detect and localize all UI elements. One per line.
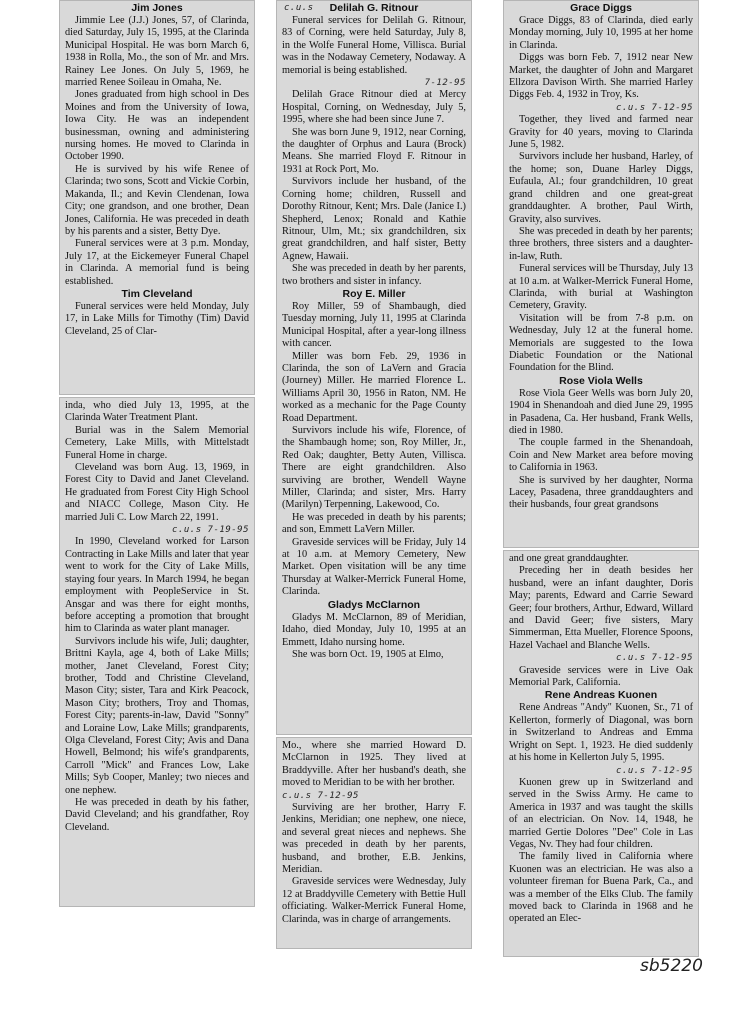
paragraph: Survivors include his wife, Juli; daughter, Brittni Kayla, age 4, both of Lake Mills; mother, Janet Cleveland, Forest City; brother, Todd and Christine Cleveland, Mason City; sister, Tara and Kirk Peacock, Mason City; brothers, Troy and Thomas, Forest City; parents-in-law, David "Sonny" and Loraine Low, Lake Mills; grandparents, Olga Cleveland, Forest City; Avis and Dana Howell, Belmond; his wife's grandparents, Carroll "Mick" and Frances Low, Lake Mills; Syb Cooper, Manley; two nieces and one nephew. — [65, 635, 249, 796]
paragraph: Gladys M. McClarnon, 89 of Meridian, Idaho, died Monday, July 10, 1995 at an Emmett, Idaho nursing home. — [282, 611, 466, 648]
paragraph: Roy Miller, 59 of Shambaugh, died Tuesday morning, July 11, 1995 at Clarinda Municipal Hospital, after a year-long illness with cancer. — [282, 300, 466, 350]
clipping-tim-cleveland-continued — [59, 397, 255, 907]
obituary-title-rene-kuonen: Rene Andreas Kuonen — [544, 689, 658, 702]
paragraph: Funeral services were held Monday, July 17, in Lake Mills for Timothy (Tim) David Cleveland, 25 of Clar- — [65, 300, 249, 337]
paragraph: He was preceded in death by his parents; and son, Emmett LaVern Miller. — [282, 511, 466, 536]
paragraph: Graveside services were in Live Oak Memorial Park, California. — [509, 664, 693, 689]
clipping-jim-jones — [59, 0, 255, 395]
clipping-grace-rose — [503, 0, 699, 548]
paragraph: She was preceded in death by her parents; three brothers, three sisters and a daughter-in-law, Ruth. — [509, 225, 693, 262]
paragraph: Graveside services will be Friday, July 14 at 10 a.m. at Memory Cemetery, New Market. Open visitation will be any time Thursday at Walker-Merrick Funeral Home, Clarinda. — [282, 536, 466, 598]
paragraph: and one great granddaughter. — [509, 553, 629, 564]
handwritten-date-note: c.u.s 7-12-95 — [282, 790, 359, 801]
obituary-body-delilah-ritnour — [282, 15, 466, 288]
handwritten-date-note: 7-12-95 — [424, 78, 466, 89]
paragraph: Funeral services for Delilah G. Ritnour, 83 of Corning, were held Saturday, July 8, in the Wolfe Funeral Home, Villisca. Burial was in the Nodaway Cemetery, Nodaway. A memorial is being established. — [282, 15, 466, 76]
paragraph: She is survived by her daughter, Norma Lacey, Pasadena, three granddaughters and their husbands, four great grandsons — [509, 474, 693, 511]
obituary-body-jim-jones — [65, 15, 249, 288]
obituary-title-gladys-mcclarnon: Gladys McClarnon — [327, 598, 421, 611]
obituary-body-rene-kuonen — [509, 702, 693, 925]
paragraph: He is survived by his wife Renee of Clarinda; two sons, Scott and Vickie Corbin, Makanda, Il.; and Kevin Clendenan, Iowa City; one grandson, and one brother, Dean Jones, California. He was preceded in death by his parents and a sister, Betty Dye. — [65, 163, 249, 237]
obituary-title-jim-jones: Jim Jones — [131, 2, 183, 14]
paragraph: Preceding her in death besides her husband, were an infant daughter, Doris May; parents, Edward and Carrie Seward Geer; four brothers, Arthur, Edward, Willard and David Geer; five sisters, Mary Simmerman, Etta Mueller, Florence Spoons, Hazel Vachael and Blanche Wells. — [509, 565, 693, 651]
clipping-gladys-continued — [276, 737, 472, 949]
obituary-body-gladys-top — [282, 612, 466, 662]
handwritten-date-note: c.u.s 7-12-95 — [616, 765, 693, 776]
obituary-body-gladys — [282, 740, 466, 926]
clipping-rose-rene — [503, 550, 699, 957]
paragraph: Diggs was born Feb. 7, 1912 near New Market, the daughter of John and Margaret Ellzora Davison Wirth. She married Harley Diggs Feb. 4, 1932 in Troy, Ks. — [509, 52, 693, 101]
obituary-title-grace-diggs: Grace Diggs — [570, 2, 632, 14]
obituary-body-grace-diggs — [509, 15, 693, 375]
paragraph: Jimmie Lee (J.J.) Jones, 57, of Clarinda, died Saturday, July 15, 1995, at the Clarinda Municipal Hospital. He was born March 6, 1938 in Rolla, Mo., the son of Mr. and Mrs. Rainey Lee Jones. On July 5, 1969, he married Renee Soileau in Omaha, Ne. — [65, 15, 249, 89]
paragraph: Survivors include his wife, Florence, of the Shambaugh home; son, Roy Miller, Jr., Red Oak; daughter, Betty Auten, Villisca. There are eight grandchildren. Also surviving are brother, Wendell Wayne Miller, Clarinda; and sister, Mrs. Harry (Marilyn) Terpenning, Lakewood, Co. — [282, 425, 466, 511]
paragraph: Miller was born Feb. 29, 1936 in Clarinda, the son of LaVern and Gracia (Journey) Miller. He married Florence L. Williams April 30, 1956 in Raton, NM. He worked as a mechanic for the Page County Road Department. — [282, 350, 466, 424]
handwritten-date-note: c.u.s 7-12-95 — [616, 102, 693, 113]
handwritten-mark: c.u.s — [284, 3, 314, 13]
paragraph: The family lived in California where Kuonen was an electrician. He was also a volunteer fireman for Buena Park, Ca., and was a member of the Elks Club. The family moved back to Clarinda in 1968 and he operated an Elec- — [509, 851, 693, 925]
paragraph: Grace Diggs, 83 of Clarinda, died early Monday morning, July 10, 1995 at her home in Clarinda. — [509, 15, 693, 51]
obituary-title-delilah-ritnour: Delilah G. Ritnour — [329, 2, 419, 14]
paragraph: Rene Andreas "Andy" Kuonen, Sr., 71 of Kellerton, formerly of Diagonal, was born in Switzerland to Andreas and Emma Wright on Sept. 1, 1923. He died suddenly at his home in Kellerton July 5, 1995. — [509, 702, 693, 764]
paragraph: Survivors include her husband, Harley, of the home; son, Duane Harley Diggs, Eufaula, Al.; four grandchildren, 10 great grand children and one great-great granddaughter. A brother, Paul Wirth, Gravity, also survives. — [509, 151, 693, 225]
paragraph: Mo., where she married Howard D. McClarnon in 1925. They lived at Braddyville. After her husband's death, she moved to Meridian to be with her brother. — [282, 740, 466, 789]
obituary-title-rose-wells: Rose Viola Wells — [559, 374, 643, 387]
page-stamp: sb5220 — [640, 956, 703, 976]
paragraph: Jones graduated from high school in Des Moines and from the University of Iowa, Iowa City. He was an independent businessman, owning and administering nursing homes. He moved to Clarinda in October 1990. — [65, 89, 249, 163]
obituary-body-tim-cleveland — [65, 400, 249, 834]
paragraph: Kuonen grew up in Switzerland and served in the Swiss Army. He came to America in 1937 and was taught the skills of an electrician. On Nov. 14, 1948, he married Gertie Dolores "Dee" Cole in Las Vegas, Nv. They had four children. — [509, 776, 693, 850]
delilah-heading-row — [282, 2, 466, 15]
clipping-delilah-roy-gladys — [276, 0, 472, 735]
paragraph: She was born June 9, 1912, near Corning, the daughter of Orphus and Laura (Brock) Means. She married Floyd F. Ritnour in 1931 at Rock Port, Mo. — [282, 126, 466, 175]
handwritten-date-note: c.u.s 7-12-95 — [616, 653, 693, 664]
paragraph: She was preceded in death by her parents, two brothers and sister in infancy. — [282, 263, 466, 287]
obituary-body-rose — [509, 553, 693, 689]
paragraph: Rose Viola Geer Wells was born July 20, 1904 in Shenandoah and died June 29, 1995 in Pasadena, Ca. Her husband, Frank Wells, died in 1980. — [509, 387, 693, 436]
obituary-title-roy-miller: Roy E. Miller — [342, 287, 406, 300]
paragraph: Funeral services were at 3 p.m. Monday, July 17, at the Eickemeyer Funeral Chapel in Clarinda. A memorial fund is being established. — [65, 238, 249, 287]
paragraph: Surviving are her brother, Harry F. Jenkins, Meridian; one nephew, one niece, and several great nieces and nephews. She was preceded in death by her parents, husband, and brother, E.B. Jenkins, Meridian. — [282, 802, 466, 876]
handwritten-date-note: c.u.s 7-19-95 — [172, 525, 249, 536]
paragraph: In 1990, Cleveland worked for Larson Contracting in Lake Mills and later that year went to work for the City of Lake Mills, staying four years. In March 1994, he began employment with PeopleService in St. Ansgar and was there for eight months, before accepting a promotion that brought him to Clarinda as water plant manager. — [65, 536, 249, 635]
paragraph: The couple farmed in the Shenandoah, Coin and New Market area before moving to California in 1963. — [509, 437, 693, 474]
obituary-body-rose-top — [509, 388, 693, 512]
paragraph: Delilah Grace Ritnour died at Mercy Hospital, Corning, on Wednesday, July 5, 1995, where she had been since June 7. — [282, 89, 466, 126]
paragraph: Cleveland was born Aug. 13, 1969, in Forest City to David and Janet Cleveland. He graduated from Forest City High School and NIACC College, Mason City. He married Juli C. Low March 22, 1991. — [65, 462, 249, 523]
obituary-body-tim-cleveland-top — [65, 301, 249, 338]
obituary-title-tim-cleveland: Tim Cleveland — [121, 287, 193, 300]
obituary-body-roy-miller — [282, 301, 466, 599]
paragraph: Together, they lived and farmed near Gravity for 40 years, moving to Clarinda June 5, 1982. — [509, 114, 693, 151]
paragraph: Visitation will be from 7-8 p.m. on Wednesday, July 12 at the funeral home. Memorials are suggested to the Iowa Diabetic Foundation or the National Foundation for the Blind. — [509, 312, 693, 374]
paragraph: inda, who died July 13, 1995, at the Clarinda Water Treatment Plant. — [65, 400, 249, 424]
paragraph: Graveside services were Wednesday, July 12 at Braddyville Cemetery with Bettie Hull officiating. Walker-Merrick Funeral Home, Clarinda, was in charge of arrangements. — [282, 876, 466, 925]
paragraph: She was born Oct. 19, 1905 at Elmo, — [292, 648, 444, 660]
paragraph: Funeral services will be Thursday, July 13 at 10 a.m. at Walker-Merrick Funeral Home, Clarinda, with burial at Washington Cemetery, Gravity. — [509, 263, 693, 312]
paragraph: Burial was in the Salem Memorial Cemetery, Lake Mills, with Mittelstadt Funeral Home in charge. — [65, 424, 249, 461]
paragraph: He was preceded in death by his father, David Cleveland; and his grandfather, Roy Cleveland. — [65, 797, 249, 833]
paragraph: Survivors include her husband, of the Corning home; children, Russell and Dorothy Ritnour, Kent; Mrs. Dale (Janice I.) Shepherd, Lenox; Ronald and Kathie Ritnour, Ulm, Mt.; six grandchildren, six great grandchildren, and half sister, Betty Agnew, Hawaii. — [282, 176, 466, 262]
